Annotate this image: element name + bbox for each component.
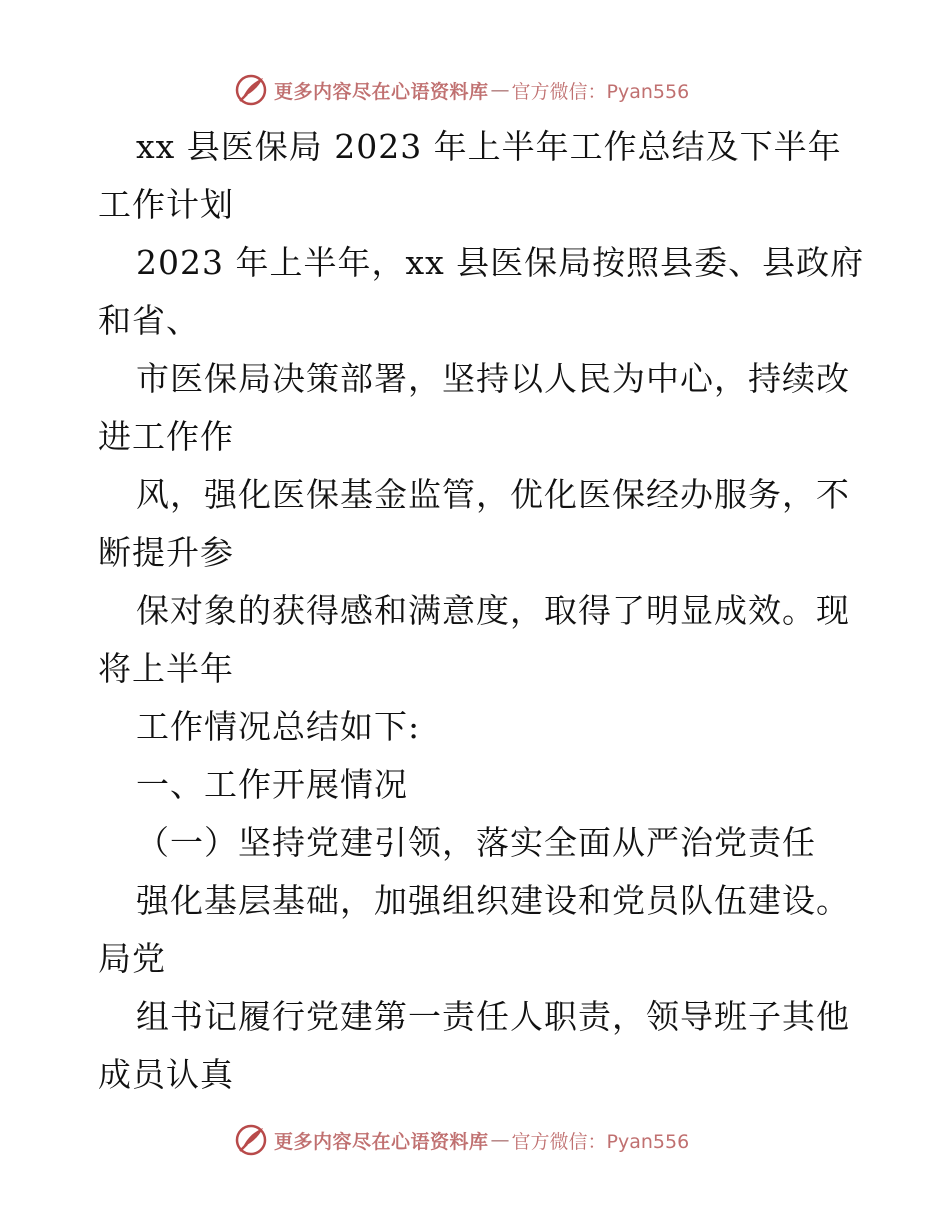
watermark-contact: 官方微信：Pyan556 bbox=[511, 1130, 690, 1153]
title-line-1: xx 县医保局 2023 年上半年工作总结及下半年 bbox=[136, 127, 842, 166]
paragraph-line: 市医保局决策部署，坚持以人民为中心，持续改 bbox=[136, 359, 850, 398]
document-body bbox=[98, 118, 865, 1104]
quill-logo-icon bbox=[234, 73, 268, 107]
paragraph-line: 强化基层基础，加强组织建设和党员队伍建设。 bbox=[136, 881, 850, 920]
paragraph-line: 保对象的获得感和满意度，取得了明显成效。现 bbox=[136, 591, 850, 630]
paragraph-line: 断提升参 bbox=[98, 533, 234, 572]
quill-logo-icon bbox=[234, 1123, 268, 1157]
paragraph-line: 组书记履行党建第一责任人职责，领导班子其他 bbox=[136, 997, 850, 1036]
watermark-text: 更多内容尽在心语资料库 bbox=[274, 1130, 489, 1153]
paragraph-line: 和省、 bbox=[98, 301, 200, 340]
paragraph-line: 局党 bbox=[98, 939, 166, 978]
watermark-separator: — bbox=[490, 1129, 510, 1151]
footer-watermark bbox=[234, 1122, 689, 1158]
paragraph-line: 2023 年上半年，xx 县医保局按照县委、县政府 bbox=[136, 243, 865, 282]
paragraph-line: 将上半年 bbox=[98, 649, 234, 688]
paragraph-line: 风，强化医保基金监管，优化医保经办服务，不 bbox=[136, 475, 850, 514]
watermark-separator: — bbox=[490, 79, 510, 101]
watermark-contact: 官方微信：Pyan556 bbox=[511, 80, 690, 103]
subsection-heading: （一）坚持党建引领，落实全面从严治党责任 bbox=[136, 823, 816, 862]
title-line-2: 工作计划 bbox=[98, 185, 234, 224]
paragraph-line: 成员认真 bbox=[98, 1055, 234, 1094]
paragraph-line: 工作情况总结如下: bbox=[136, 707, 421, 746]
section-heading: 一、工作开展情况 bbox=[136, 765, 408, 804]
paragraph-line: 进工作作 bbox=[98, 417, 234, 456]
header-watermark bbox=[234, 72, 689, 108]
watermark-text: 更多内容尽在心语资料库 bbox=[274, 80, 489, 103]
